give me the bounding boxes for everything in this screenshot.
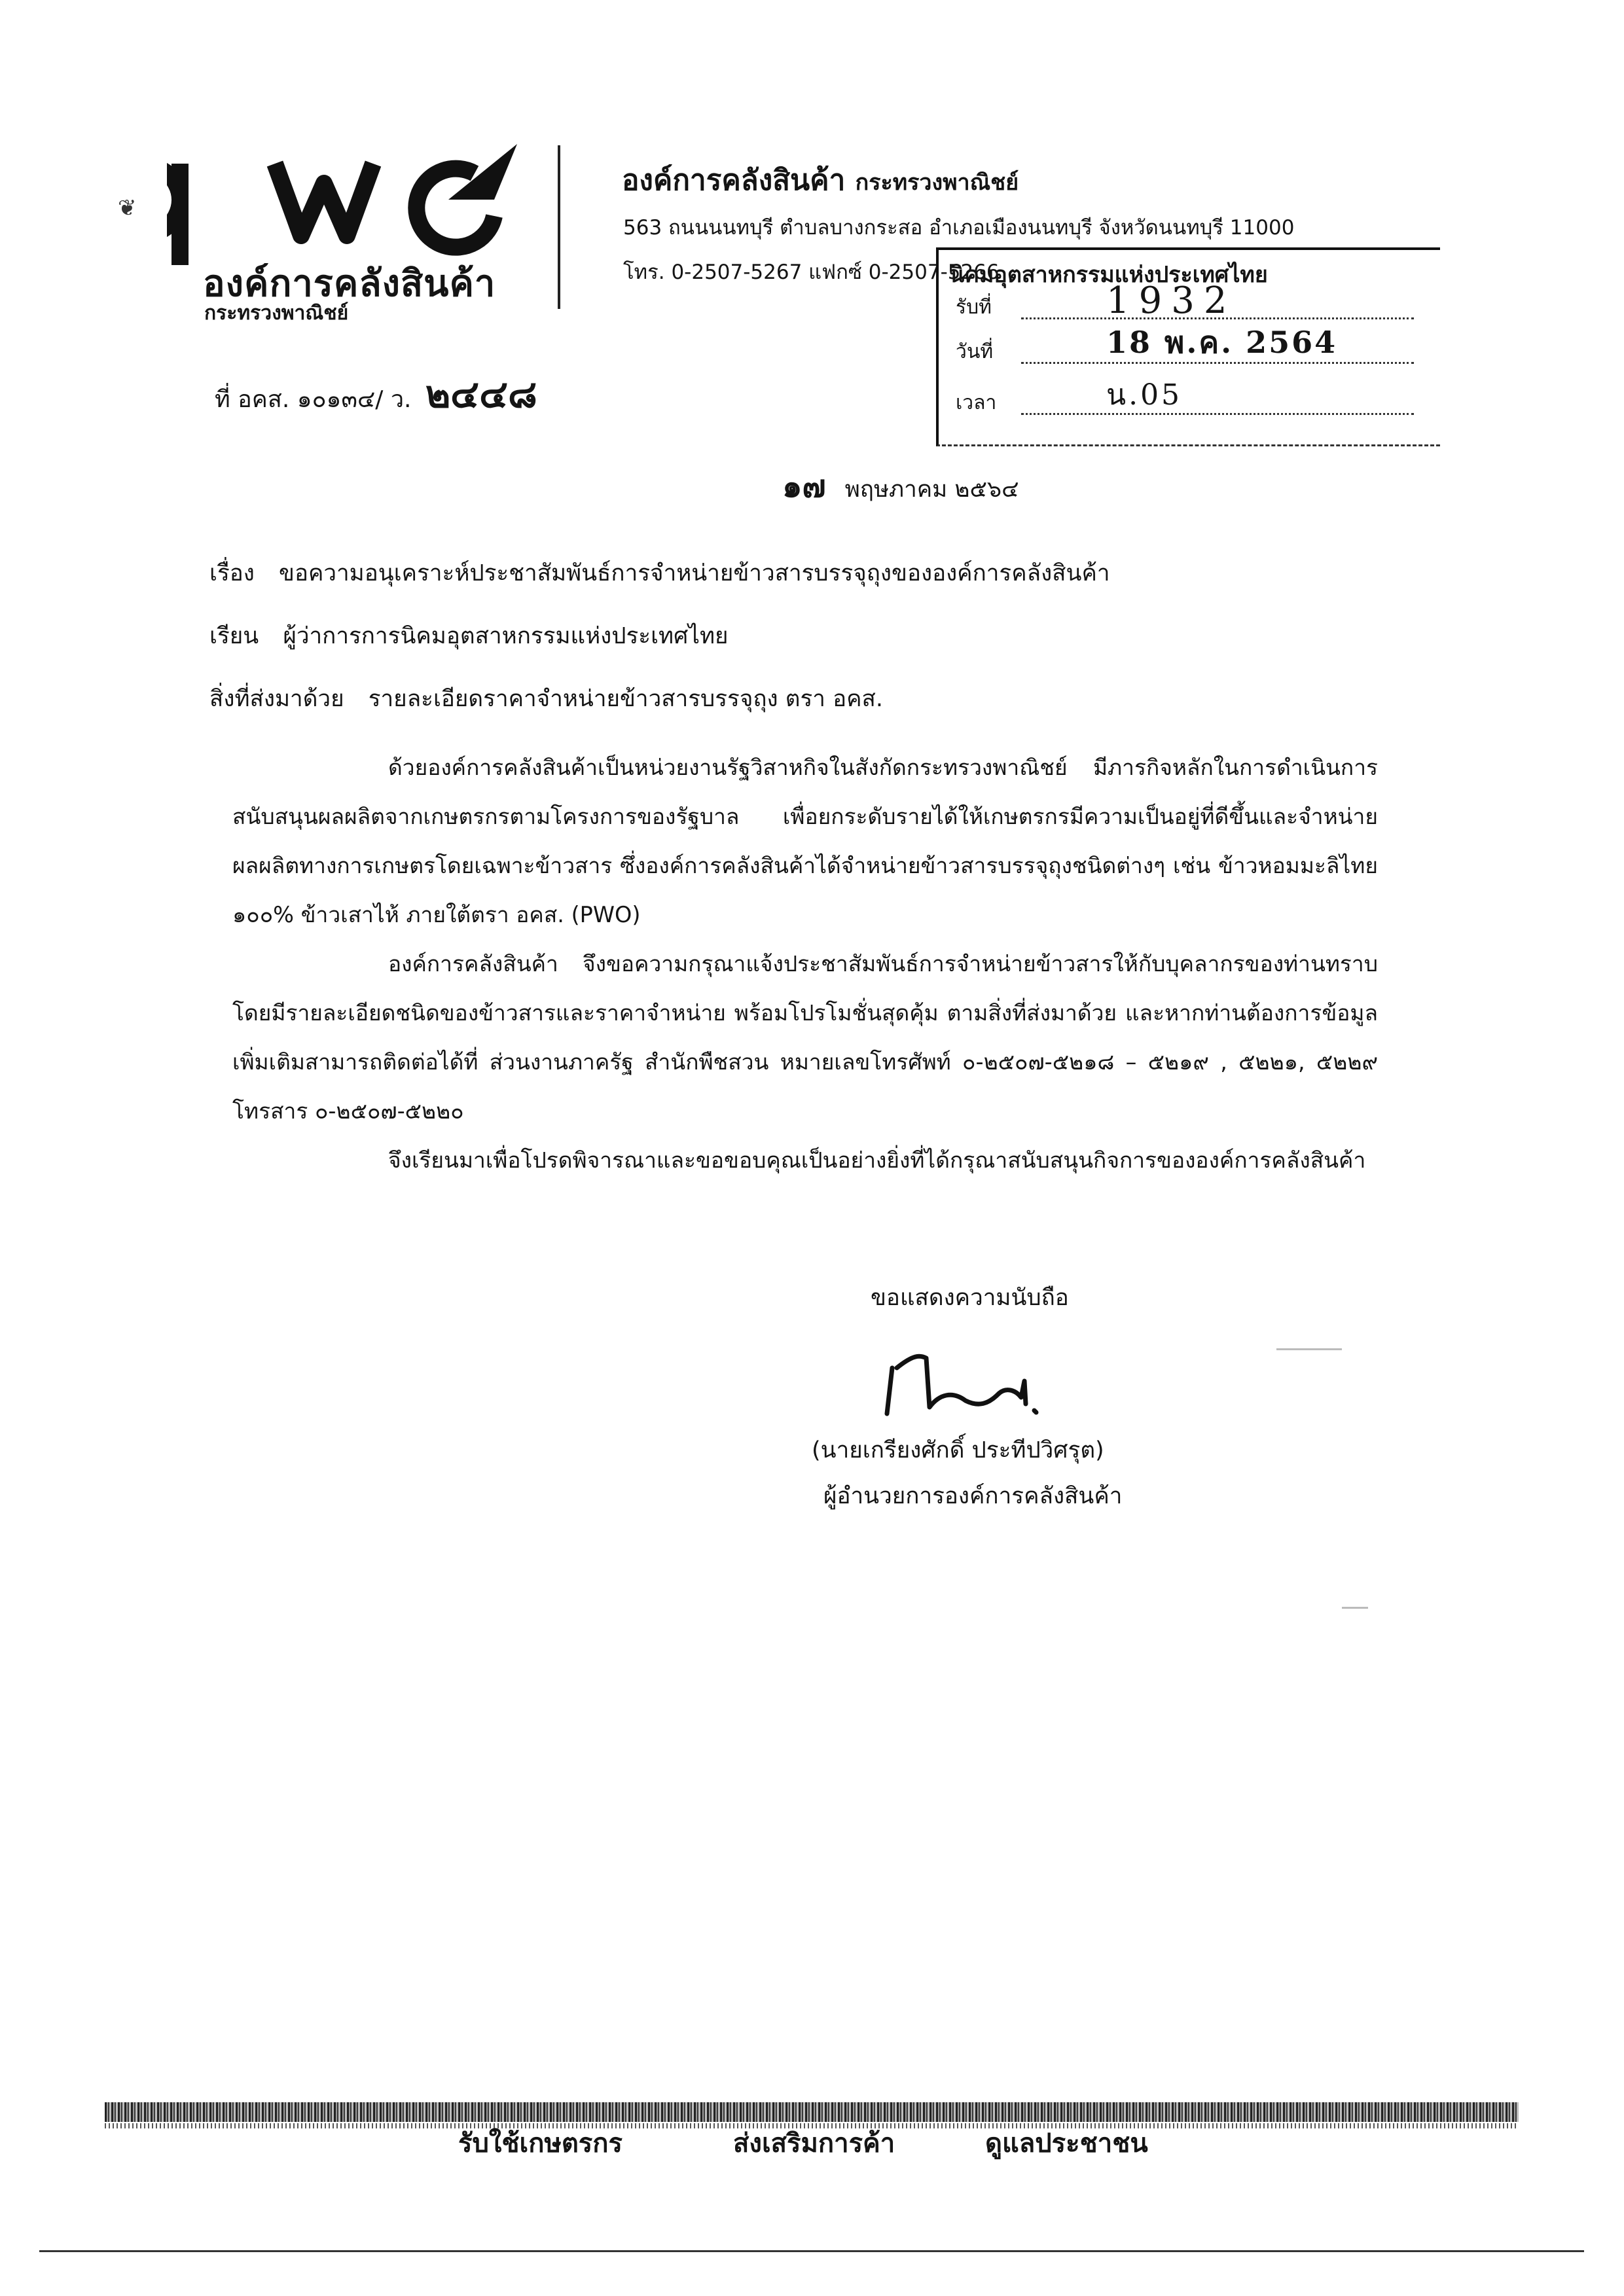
stamp-received-no-label: รับที่: [956, 296, 992, 319]
org-title: [622, 157, 1019, 203]
org-contact: โทร. 0-2507-5267 แฟกซ์ 0-2507-5266: [623, 260, 1000, 284]
footer-slogan-2: ส่งเสริมการค้า: [733, 2128, 895, 2159]
scan-artifact: [1276, 1348, 1342, 1350]
signer-name: (นายเกรียงศักดิ์ ประทีปวิศรุต): [812, 1437, 1104, 1463]
stamp-org: นิคมอุตสาหกรรมแห่งประเทศไทย: [949, 262, 1268, 288]
subject-label: เรื่อง: [209, 560, 255, 586]
enclosure-line: [209, 681, 883, 717]
subject-line: [209, 555, 1110, 591]
footer-band: [105, 2102, 1519, 2122]
paragraph-1-text: ด้วยองค์การคลังสินค้าเป็นหน่วยงานรัฐวิสาหกิจในสังกัดกระทรวงพาณิชย์ มีภารกิจหลักในการดำเนินการสนับสนุนผลผลิตจากเกษตรกรตามโครงการของรัฐบาล เพื่อยกระดับรายได้ให้เกษตรกรมีความเป็นอยู่ที่ดีขึ้นและจำหน่ายผลผลิตทางการเกษตรโดยเฉพาะข้าวสาร ซึ่งองค์การคลังสินค้าได้จำหน่ายข้าวสารบรรจุถุงชนิดต่างๆ เช่น ข้าวหอมมะลิไทย ๑๐๐% ข้าวเสาไห้ ภายใต้ตรา อคส. (PWO): [232, 755, 1378, 927]
recipient-line: [209, 618, 729, 654]
recipient-text: ผู้ว่าการการนิคมอุตสาหกรรมแห่งประเทศไทย: [283, 623, 729, 649]
org-ministry: กระทรวงพาณิชย์: [855, 170, 1019, 196]
subject-text: ขอความอนุเคราะห์ประชาสัมพันธ์การจำหน่ายข้าวสารบรรจุถุงขององค์การคลังสินค้า: [279, 560, 1110, 586]
header-divider: [558, 145, 560, 309]
enclosure-label: สิ่งที่ส่งมาด้วย: [209, 686, 344, 712]
scan-artifact: [1342, 1607, 1368, 1609]
recipient-label: เรียน: [209, 623, 259, 649]
logo-ornament-icon: ❦: [118, 195, 137, 221]
handwritten-signature: [874, 1342, 1110, 1420]
signer-title: ผู้อำนวยการองค์การคลังสินค้า: [823, 1483, 1123, 1509]
letter-date-month-year: พฤษภาคม ๒๕๖๔: [844, 476, 1019, 503]
stamp-date-label: วันที่: [956, 340, 994, 363]
logo-ministry: กระทรวงพาณิชย์: [204, 302, 349, 325]
body-paragraph-1: [232, 743, 1378, 939]
body-paragraph-3: [232, 1136, 1378, 1185]
pwo-logo: [167, 137, 533, 268]
body-paragraph-2: [232, 939, 1378, 1136]
footer-slogan-1: รับใช้เกษตรกร: [458, 2128, 623, 2159]
reference-number: [215, 363, 537, 424]
stamp-row-time: [956, 378, 1414, 419]
org-name: องค์การคลังสินค้า: [622, 164, 846, 197]
reference-prefix: ที่ อคส. ๑๐๑๓๔/ ว.: [215, 386, 412, 413]
logo-name: องค์การคลังสินค้า: [203, 262, 496, 305]
enclosure-text: รายละเอียดราคาจำหน่ายข้าวสารบรรจุถุง ตรา อคส.: [368, 686, 884, 712]
closing-phrase: ขอแสดงความนับถือ: [871, 1285, 1069, 1311]
reference-handwritten-number: ๒๔๔๘: [425, 372, 537, 416]
stamp-row-date: [956, 325, 1414, 368]
paragraph-3-text: จึงเรียนมาเพื่อโปรดพิจารณาและขอขอบคุณเป็นอย่างยิ่งที่ได้กรุณาสนับสนุนกิจการขององค์การคลังสินค้า: [388, 1147, 1366, 1173]
letter-date: [782, 461, 1019, 511]
bottom-rule: [39, 2250, 1584, 2252]
paragraph-2-text: องค์การคลังสินค้า จึงขอความกรุณาแจ้งประชาสัมพันธ์การจำหน่ายข้าวสารให้กับบุคลากรของท่านทราบ โดยมีรายละเอียดชนิดของข้าวสารและราคาจำหน่าย พร้อมโปรโมชั่นสุดคุ้ม ตามสิ่งที่ส่งมาด้วย และหากท่านต้องการข้อมูลเพิ่มเติมสามารถติดต่อได้ที่ ส่วนงานภาครัฐ สำนักพืชสวน หมายเลขโทรศัพท์ ๐-๒๕๐๗-๕๒๑๘ – ๕๒๑๙ , ๕๒๒๑, ๕๒๒๙ โทรสาร ๐-๒๕๐๗-๕๒๒๐: [232, 951, 1378, 1124]
footer-slogan-3: ดูแลประชาชน: [985, 2128, 1148, 2159]
stamp-date-value: 18 พ.ค. 2564: [1106, 325, 1338, 360]
letter-date-day: ๑๗: [782, 468, 826, 505]
stamp-received-no-value: 1932: [1106, 279, 1236, 322]
stamp-time-label: เวลา: [956, 391, 997, 414]
org-address: 563 ถนนนนทบุรี ตำบลบางกระสอ อำเภอเมืองนนทบุรี จังหวัดนนทบุรี 11000: [623, 216, 1295, 240]
stamp-time-value: น.05: [1106, 378, 1183, 412]
